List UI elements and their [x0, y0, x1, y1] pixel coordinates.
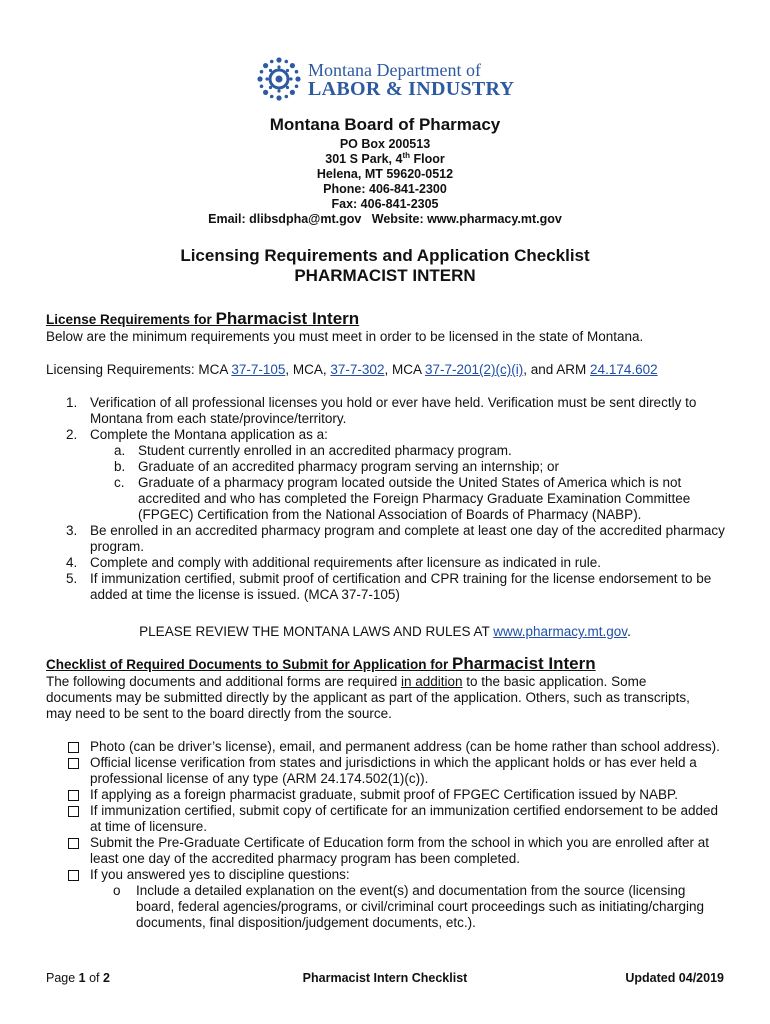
review-laws-notice: PLEASE REVIEW THE MONTANA LAWS AND RULES AT www.pharmacy.mt.gov.: [139, 624, 631, 639]
checkbox[interactable]: [68, 758, 79, 769]
checklist-intro-line1: The following documents and additional forms are required in addition to the basic application. Some: [46, 674, 647, 689]
city-state-zip: Helena, MT 59620-0512: [316, 167, 454, 181]
statute-link-37-7-105[interactable]: 37-7-105: [231, 362, 286, 377]
checklist-intro-line2: documents may be submitted directly by the applicant as part of the application. Others, such as transcripts,: [46, 690, 690, 705]
documents-checklist: [46, 739, 726, 931]
requirements-heading: License Requirements for Pharmacist Intern: [46, 309, 360, 328]
footer-title: Pharmacist Intern Checklist: [302, 971, 468, 985]
list-item: 3. Be enrolled in an accredited pharmacy program and complete at least one day of the accredited pharmacy program.: [66, 523, 725, 554]
checklist-intro-line3: may need to be sent to the board directly from the source.: [46, 706, 392, 721]
checklist-sub-bullet: o Include a detailed explanation on the event(s) and documentation from the source (licensing board, federal agencies/programs, or civil/criminal court proceedings such as initiating/charging documents, final disposition/judgement documents, etc.).: [113, 883, 705, 930]
requirements-intro: Below are the minimum requirements you must meet in order to be licensed in the state of Montana.: [46, 329, 644, 344]
pharmacy-website-link[interactable]: www.pharmacy.mt.gov: [493, 624, 628, 639]
checklist-item: If you answered yes to discipline questions:: [46, 867, 726, 883]
list-item: 4. Complete and comply with additional requirements after licensure as indicated in rule.: [66, 555, 602, 570]
checkbox[interactable]: [68, 870, 79, 881]
rule-link-24-174-602[interactable]: 24.174.602: [590, 362, 658, 377]
requirements-list: [46, 395, 726, 603]
page-number: Page 1 of 2: [46, 971, 110, 985]
sub-list-item: c. Graduate of a pharmacy program located outside the United States of America which is not accredited and who has completed the Foreign Pharmacy Graduate Examination Committee (FPGEC) Certification from the National Association of Boards of Pharmacy (NABP).: [114, 475, 691, 522]
sub-list-item: b. Graduate of an accredited pharmacy program serving an internship; or: [114, 459, 559, 474]
checklist-item: If applying as a foreign pharmacist graduate, submit proof of FPGEC Certification issued by NABP.: [46, 787, 726, 803]
department-logo: [256, 56, 526, 104]
checklist-item: If immunization certified, submit copy of certificate for an immunization certified endorsement to be added at time of licensure.: [46, 803, 726, 835]
checklist-heading: Checklist of Required Documents to Submit for Application for Pharmacist Intern: [46, 654, 596, 673]
board-name: Montana Board of Pharmacy: [269, 115, 501, 134]
phone-number: Phone: 406-841-2300: [323, 182, 447, 196]
po-box: PO Box 200513: [339, 137, 431, 151]
statute-link-37-7-302[interactable]: 37-7-302: [330, 362, 385, 377]
statute-link-37-7-201[interactable]: 37-7-201(2)(c)(i): [424, 362, 524, 377]
updated-date: Updated 04/2019: [625, 971, 724, 985]
checkbox[interactable]: [68, 742, 79, 753]
checkbox[interactable]: [68, 790, 79, 801]
list-item: 2. Complete the Montana application as a:: [66, 427, 328, 442]
document-title: Licensing Requirements and Application Checklist: [180, 246, 590, 265]
email-website: Email: dlibsdpha@mt.gov Website: www.pharmacy.mt.gov: [208, 212, 562, 226]
fax-number: Fax: 406-841-2305: [331, 197, 439, 211]
gear-seal-icon: [256, 56, 302, 102]
document-subtitle: PHARMACIST INTERN: [294, 266, 476, 285]
checkbox[interactable]: [68, 806, 79, 817]
checklist-item: Submit the Pre-Graduate Certificate of Education form from the school in which you are enrolled after at least one day of the accredited pharmacy program has been completed.: [46, 835, 726, 867]
checkbox[interactable]: [68, 838, 79, 849]
logo-line2: LABOR & INDUSTRY: [308, 78, 515, 100]
logo-line1: Montana Department of: [308, 60, 481, 80]
licensing-statutes: Licensing Requirements: MCA 37-7-105, MCA, 37-7-302, MCA 37-7-201(2)(c)(i), and ARM 24.174.602: [46, 362, 658, 377]
sub-list-item: a. Student currently enrolled in an accredited pharmacy program.: [114, 443, 512, 458]
list-item: 5. If immunization certified, submit proof of certification and CPR training for the license endorsement to be added at time the license is issued. (MCA 37-7-105): [66, 571, 712, 602]
street-address: 301 S Park, 4th Floor: [325, 150, 445, 166]
checklist-item: Official license verification from states and jurisdictions in which the applicant holds or has ever held a professional license of any type (ARM 24.174.502(1)(c)).: [46, 755, 726, 787]
checklist-item: Photo (can be driver’s license), email, and permanent address (can be home rather than school address).: [46, 739, 726, 755]
list-item: 1. Verification of all professional licenses you hold or ever have held. Verification must be sent directly to Montana from each state/province/territory.: [66, 395, 697, 426]
